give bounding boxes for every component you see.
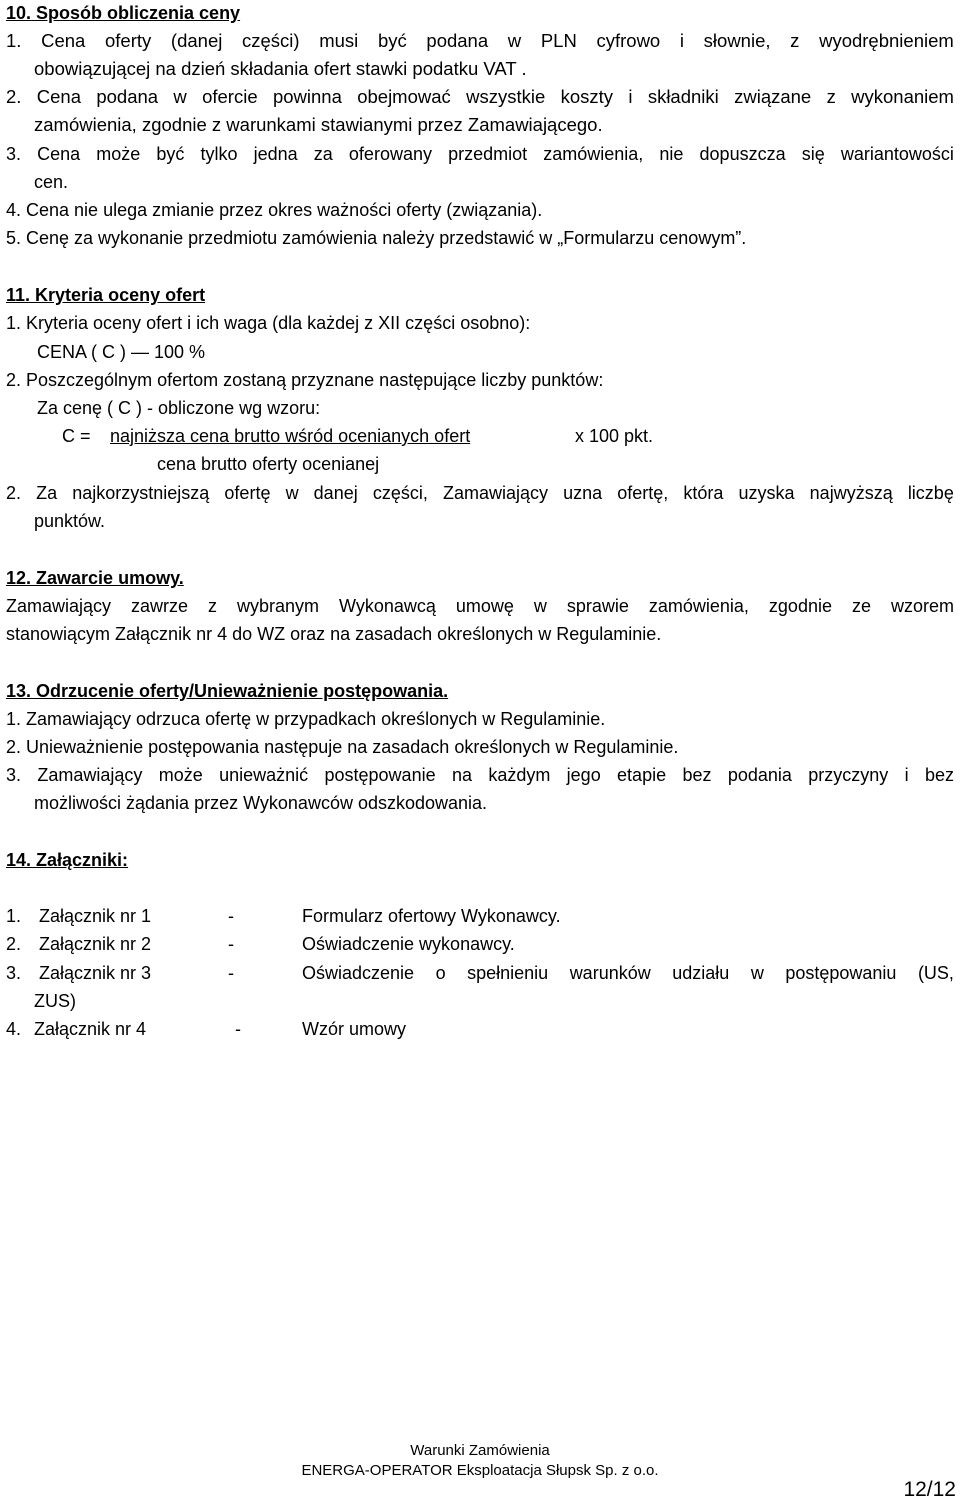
word: Oświadczenie [302, 963, 415, 983]
word: obejmować [357, 86, 451, 107]
word: oferowany [348, 144, 432, 164]
word: z [790, 30, 800, 51]
word: (danej [170, 30, 223, 51]
attachment-name: Załącznik nr 3 [39, 963, 152, 983]
attachment-name: Załącznik nr 1 [39, 906, 152, 926]
word: ze [851, 596, 871, 616]
attachment-description [302, 962, 954, 984]
word: wyodrębnieniem [819, 30, 954, 51]
word: Zamawiający [6, 596, 112, 616]
word: udziału [672, 963, 730, 983]
section-11-heading: 11. Kryteria oceny ofert [6, 285, 206, 305]
word: ofercie [202, 86, 258, 107]
attachment-dash: - [228, 934, 234, 954]
word: zawrze [131, 596, 189, 616]
word: dopuszcza [699, 144, 786, 164]
word: za [313, 144, 333, 164]
word: koszty [560, 86, 614, 107]
attachment-name: Załącznik nr 2 [39, 934, 152, 954]
attachment-number: 2. [6, 934, 22, 954]
word: zgodnie [768, 596, 832, 616]
word: i [679, 30, 685, 51]
word: 3. [6, 144, 22, 164]
word: zamówienia, [543, 144, 644, 164]
word: wariantowości [840, 144, 954, 164]
word: najkorzystniejszą [72, 483, 210, 503]
word: jego [566, 765, 601, 785]
word: umowę [455, 596, 514, 616]
word: Wykonawcą [339, 596, 436, 616]
word: ofertę [224, 483, 271, 503]
section-10-heading: 10. Sposób obliczenia ceny [6, 3, 241, 23]
s10-item2-line1 [6, 86, 954, 108]
word: w [507, 30, 522, 51]
attachment-description: Formularz ofertowy Wykonawcy. [302, 906, 561, 926]
word: przyczyny [808, 765, 889, 785]
word: cyfrowo [596, 30, 661, 51]
s13-item2: 2. Unieważnienie postępowania następuje na zasadach określonych w Regulaminie. [6, 737, 679, 757]
word: podana [426, 30, 489, 51]
word: uzna [563, 483, 603, 503]
s13-item3-line2: możliwości żądania przez Wykonawców odszkodowania. [34, 793, 488, 813]
word: bez [682, 765, 712, 785]
word: związane [734, 86, 812, 107]
word: w [285, 483, 299, 503]
word: ofertę, [617, 483, 669, 503]
word: i [904, 765, 909, 785]
word: wykonaniem [851, 86, 954, 107]
s11-cena-weight: CENA ( C ) ― 100 % [37, 342, 206, 362]
word: części) [242, 30, 300, 51]
s13-item1: 1. Zamawiający odrzuca ofertę w przypadkach określonych w Regulaminie. [6, 709, 606, 729]
attachment-number: 1. [6, 906, 22, 926]
attachment-description-continued: ZUS) [34, 991, 76, 1011]
s11-item2: 2. Poszczególnym ofertom zostaną przyznane następujące liczby punktów: [6, 370, 604, 390]
word: 1. [6, 30, 22, 51]
s10-item2-line2: zamówienia, zgodnie z warunkami stawianymi przez Zamawiającego. [34, 114, 603, 135]
attachment-number: 4. [6, 1019, 22, 1039]
word: etapie [617, 765, 667, 785]
word: być [156, 144, 185, 164]
word: z [208, 596, 218, 616]
word: każdym [488, 765, 551, 785]
word: Zamawiający [37, 765, 143, 785]
attachment-dash: - [228, 963, 234, 983]
word: na [451, 765, 472, 785]
s11-item3-line1 [6, 482, 954, 504]
word: wybranym [237, 596, 320, 616]
word: podana [96, 86, 159, 107]
word: musi [319, 30, 359, 51]
word: sprawie [566, 596, 629, 616]
word: może [96, 144, 141, 164]
attachment-number: 3. [6, 963, 22, 983]
word: warunków [569, 963, 651, 983]
word: Cena [37, 144, 81, 164]
attachment-description: Oświadczenie wykonawcy. [302, 934, 515, 954]
s10-item5: 5. Cenę za wykonanie przedmiotu zamówienia należy przedstawić w „Formularzu cenowym”. [6, 228, 747, 248]
s10-item4: 4. Cena nie ulega zmianie przez okres ważności oferty (związania). [6, 200, 543, 220]
word: liczbę [907, 483, 954, 503]
word: z [826, 86, 836, 107]
word: Cena [36, 86, 81, 107]
word: spełnieniu [467, 963, 549, 983]
formula-numerator: najniższa cena brutto wśród ocenianych ofert [110, 426, 471, 446]
word: postępowanie [324, 765, 436, 785]
word: najwyższą [809, 483, 893, 503]
word: tylko [200, 144, 238, 164]
word: bez [924, 765, 954, 785]
formula-multiplier: x 100 pkt. [575, 426, 654, 446]
word: oferty [104, 30, 152, 51]
word: postępowaniu [785, 963, 897, 983]
s11-item3-line2: punktów. [34, 511, 106, 531]
word: składniki [647, 86, 719, 107]
word: być [377, 30, 407, 51]
word: 2. [6, 86, 22, 107]
attachment-dash: - [235, 1019, 241, 1039]
word: w [750, 963, 764, 983]
s12-paragraph-line1 [6, 595, 954, 617]
footer-title: Warunki Zamówienia [410, 1442, 550, 1459]
word: która [683, 483, 724, 503]
word: Zamawiający [442, 483, 548, 503]
word: uzyska [738, 483, 795, 503]
word: 3. [6, 765, 22, 785]
s10-item3-line2: cen. [34, 172, 69, 192]
word: w [533, 596, 547, 616]
s12-paragraph-line2: stanowiącym Załącznik nr 4 do WZ oraz na zasadach określonych w Regulaminie. [6, 624, 662, 644]
word: podania [727, 765, 792, 785]
word: się [801, 144, 825, 164]
section-14-heading: 14. Załączniki: [6, 850, 129, 870]
s10-item1-line1 [6, 30, 954, 52]
s10-item1-line2: obowiązującej na dzień składania ofert stawki podatku VAT . [34, 58, 527, 79]
formula-c-equals: C = [62, 426, 91, 446]
word: zamówienia, [648, 596, 749, 616]
word: 2. [6, 483, 22, 503]
attachment-description: Wzór umowy [302, 1019, 407, 1039]
s11-item1: 1. Kryteria oceny ofert i ich waga (dla każdej z XII części osobno): [6, 313, 531, 333]
word: może [158, 765, 203, 785]
word: unieważnić [219, 765, 309, 785]
s11-za-cene: Za cenę ( C ) - obliczone wg wzoru: [37, 398, 321, 418]
word: o [435, 963, 446, 983]
section-13-heading: 13. Odrzucenie oferty/Unieważnienie postępowania. [6, 681, 449, 701]
word: przedmiot [448, 144, 528, 164]
attachment-name: Załącznik nr 4 [34, 1019, 147, 1039]
word: (US, [917, 963, 954, 983]
page-number: 12/12 [903, 1478, 956, 1501]
footer-company: ENERGA-OPERATOR Eksploatacja Słupsk Sp. z o.o. [301, 1462, 659, 1479]
word: wzorem [890, 596, 954, 616]
s13-item3-line1 [6, 764, 954, 786]
word: i [628, 86, 633, 107]
word: części, [372, 483, 428, 503]
section-12-heading: 12. Zawarcie umowy. [6, 568, 184, 588]
word: słownie, [703, 30, 771, 51]
word: PLN [540, 30, 577, 51]
word: w [173, 86, 187, 107]
attachment-dash: - [228, 906, 234, 926]
s10-item3-line1 [6, 143, 954, 165]
formula-denominator: cena brutto oferty ocenianej [157, 454, 380, 474]
word: nie [659, 144, 684, 164]
word: Za [36, 483, 58, 503]
word: danej [313, 483, 358, 503]
word: powinna [272, 86, 342, 107]
word: Cena [41, 30, 86, 51]
word: jedna [253, 144, 298, 164]
word: wszystkie [466, 86, 546, 107]
